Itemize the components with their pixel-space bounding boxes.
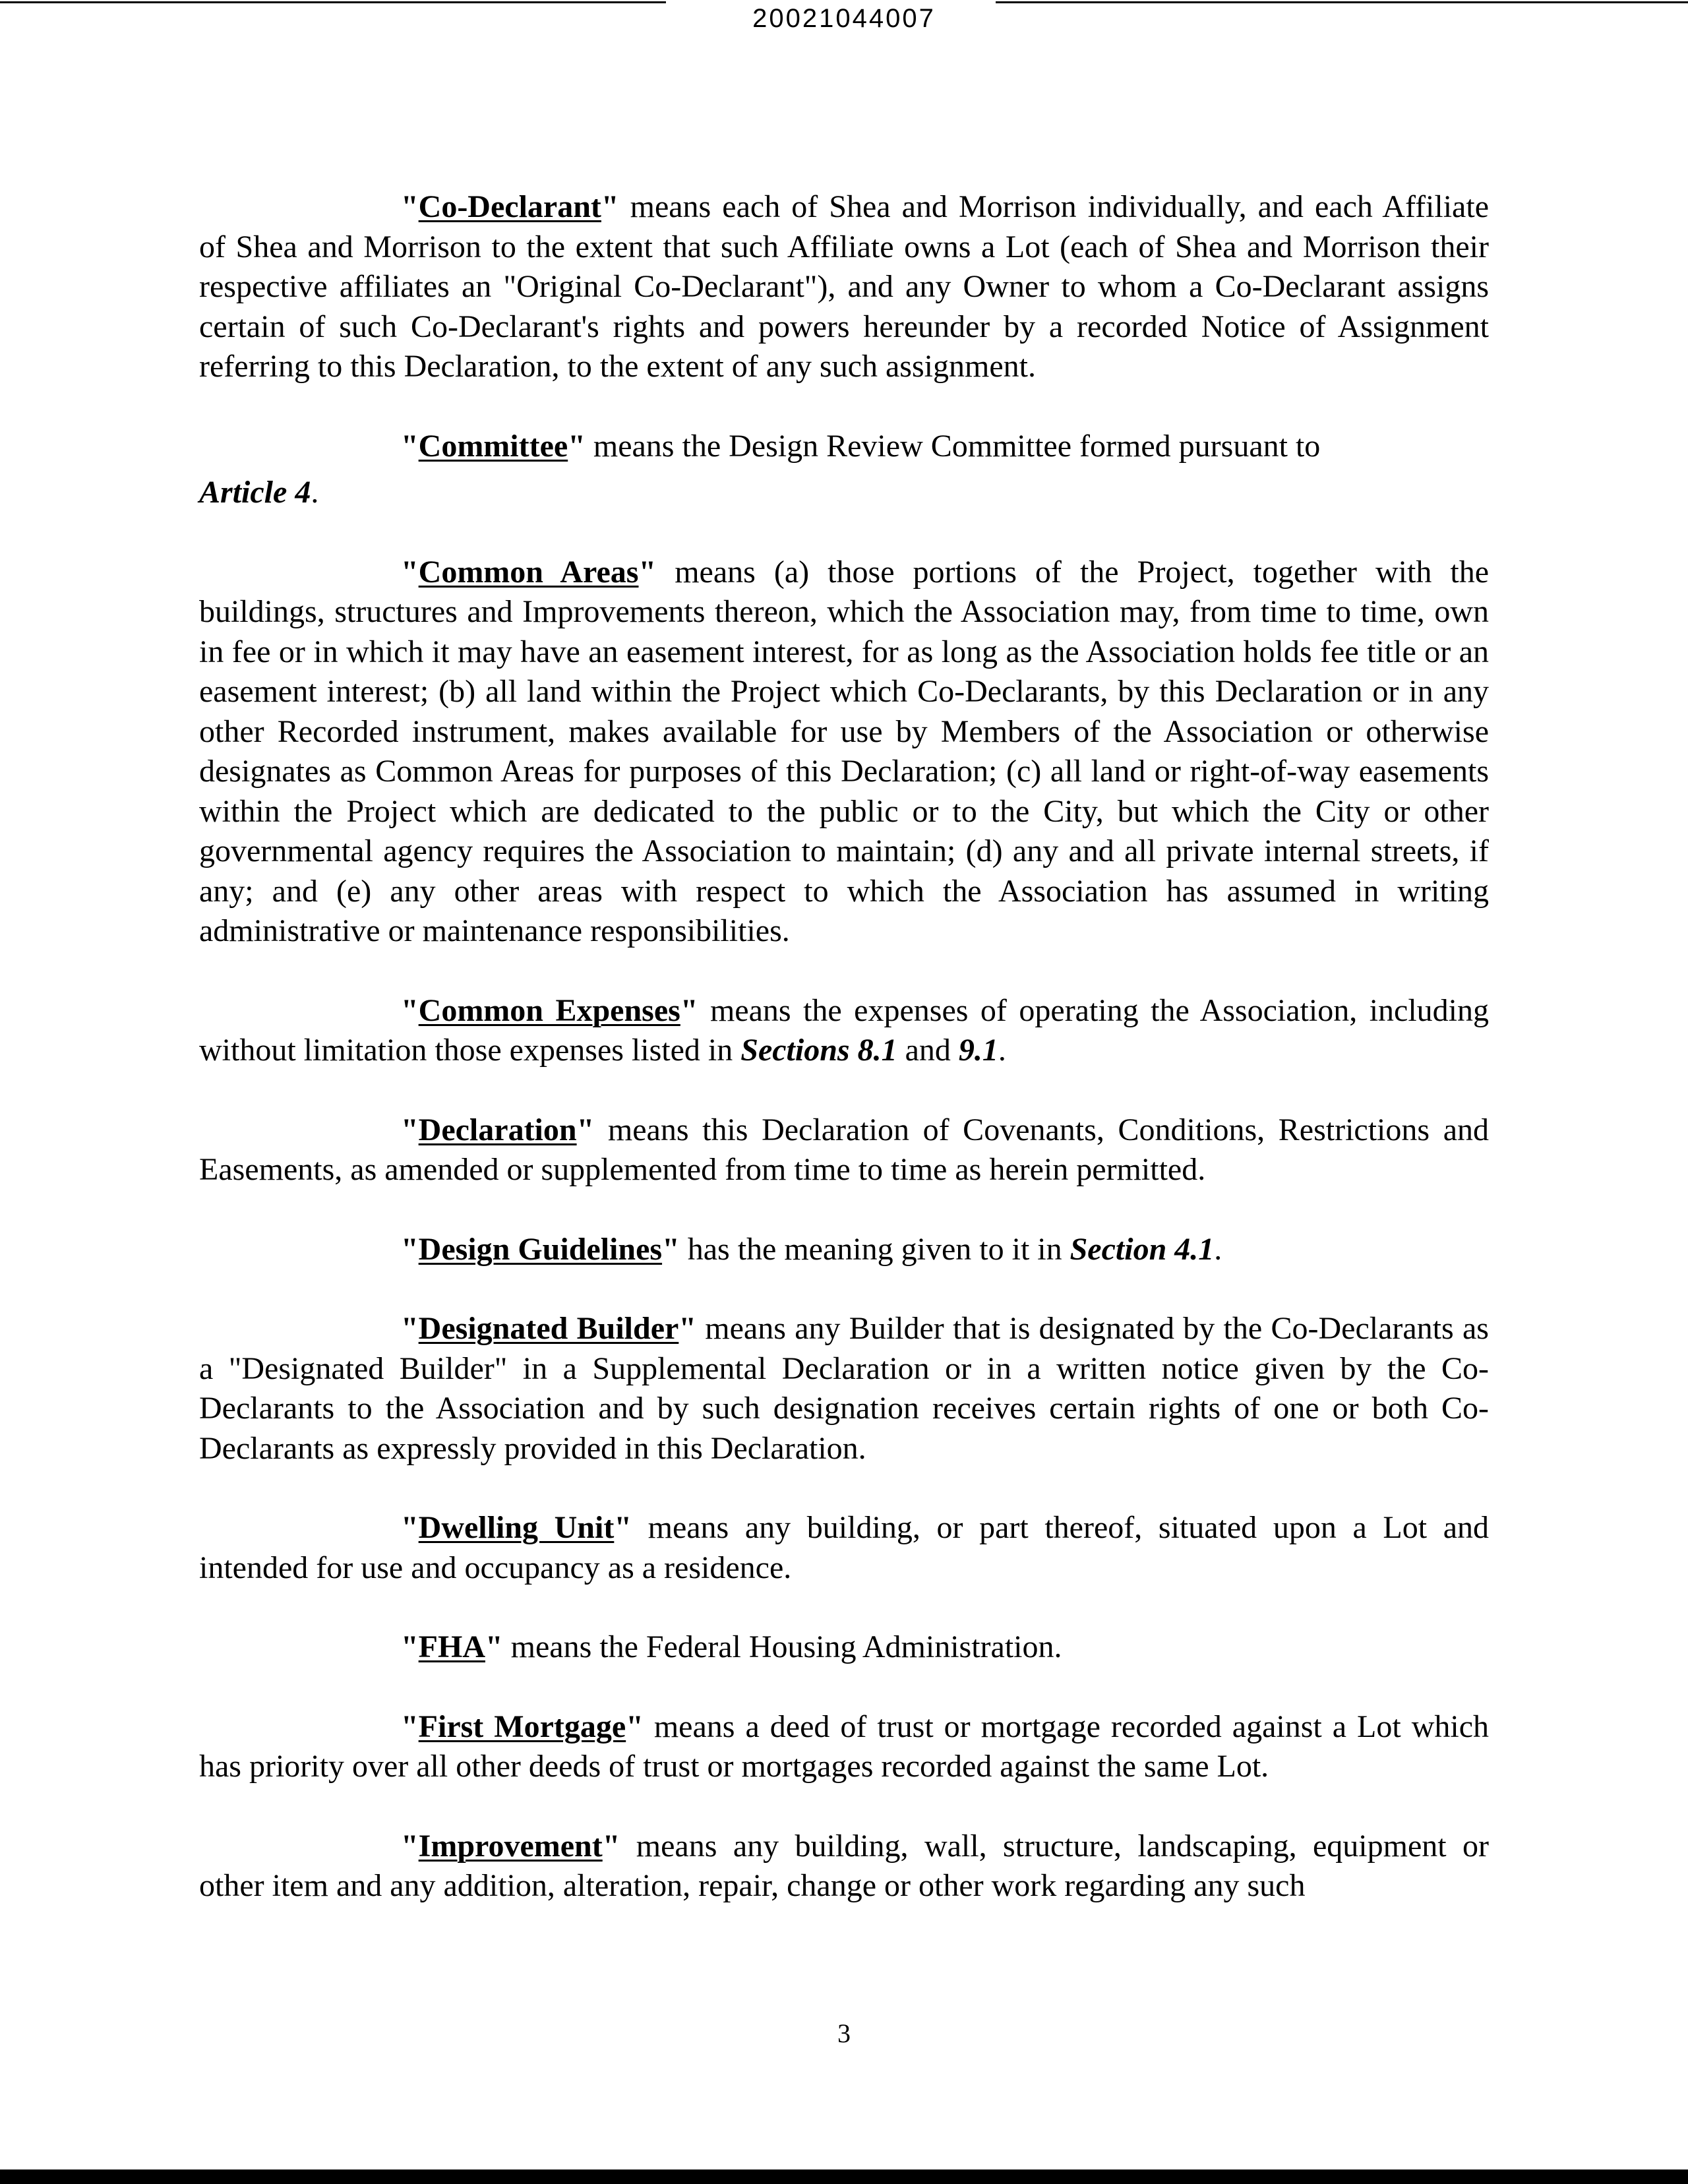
definition-text: means any building, or part thereof, situated upon a Lot and intended for use and occupancy as a residence. — [199, 1510, 1489, 1585]
definition-text: means the Design Review Committee formed pursuant to — [585, 428, 1321, 464]
definition-term: "Common Expenses" — [401, 992, 698, 1028]
definition-committee — [199, 427, 1489, 467]
definition-co-declarant — [199, 187, 1489, 387]
definition-dwelling-unit — [199, 1508, 1489, 1588]
definition-fha — [199, 1627, 1489, 1668]
definition-term: "Design Guidelines" — [401, 1231, 680, 1267]
definition-text: means the expenses of operating the Association, including without limitation those expenses listed in — [199, 992, 1490, 1068]
definition-text: means any building, wall, structure, landscaping, equipment or other item and any addition, alteration, repair, change or other work regarding any such — [199, 1828, 1489, 1903]
definition-text: means a deed of trust or mortgage recorded against a Lot which has priority over all other deeds of trust or mortgages recorded against the same Lot. — [199, 1709, 1490, 1784]
bottom-rule — [0, 2169, 1688, 2184]
definition-first-mortgage — [199, 1707, 1489, 1787]
definition-term: "Improvement" — [401, 1828, 620, 1864]
definition-text: has the meaning given to it in — [679, 1231, 1070, 1267]
page-content — [199, 187, 1489, 1946]
definition-declaration — [199, 1110, 1489, 1190]
section-reference: Section 4.1 — [1070, 1231, 1215, 1267]
definition-term: "Dwelling Unit" — [401, 1510, 632, 1545]
definition-text: means (a) those portions of the Project, together with the buildings, structures and Improvements thereon, which the Association may, from time to time, own in fee or in which it may have an easement interest, for as long as the Association holds fee title or an easement interest; (b) all land within the Project which Co-Declarants, by this Declaration or in any other Recorded instrument, makes available for use by Members of the Association or otherwise designates as Common Areas for purposes of this Declaration; (c) all land or right-of-way easements within the Project which are dedicated to the public or to the City, but which the City or other governmental agency requires the Association to maintain; (d) any and all private internal streets, if any; and (e) any other areas with respect to which the Association has assumed in writing administrative or maintenance responsibilities. — [199, 554, 1490, 948]
section-reference: 9.1 — [958, 1033, 998, 1068]
definition-term: "Declaration" — [401, 1112, 595, 1147]
definition-term: "First Mortgage" — [401, 1709, 644, 1744]
definition-common-expenses: "Common Expenses" means the expenses of operating the Association, including without limitation those expenses listed in Sections 8.1 and 9.1. — [199, 992, 1490, 1068]
page-number: 3 — [837, 2018, 851, 2048]
definition-text: means the Federal Housing Administration. — [502, 1629, 1062, 1664]
definition-term: "Common Areas" — [401, 554, 657, 590]
definition-improvement — [199, 1827, 1489, 1906]
definition-common-areas — [199, 553, 1489, 952]
definition-term: "Co-Declarant" — [401, 189, 619, 224]
definition-term: "FHA" — [401, 1629, 503, 1664]
article-reference: Article 4 — [199, 475, 311, 510]
definition-design-guidelines: "Design Guidelines" has the meaning given to it in Section 4.1. — [401, 1231, 1222, 1267]
definition-designated-builder — [199, 1309, 1489, 1469]
section-reference: Sections 8.1 — [740, 1033, 897, 1068]
definition-text: means this Declaration of Covenants, Conditions, Restrictions and Easements, as amended or supplemented from time to time as herein permitted. — [199, 1112, 1489, 1187]
definition-term: "Designated Builder" — [401, 1311, 696, 1346]
definition-text: means each of Shea and Morrison individually, and each Affiliate of Shea and Morrison to the extent that such Affiliate owns a Lot (each of Shea and Morrison their respective affiliates an "Original Co-Declarant"), and any Owner to whom a Co-Declarant assigns certain of such Co-Declarant's rights and powers hereunder by a recorded Notice of Assignment referring to this Declaration, to the extent of any such assignment. — [199, 189, 1489, 384]
document-number: 20021044007 — [752, 4, 936, 33]
definition-term: "Committee" — [401, 428, 586, 464]
definition-committee-continuation: Article 4. — [199, 475, 319, 510]
definition-text: means any Builder that is designated by the Co-Declarants as a "Designated Builder" in a Supplemental Declaration or in a written notice given by the Co-Declarants to the Association and by such designation receives certain rights of one or both Co-Declarants as expressly provided in this Declaration. — [199, 1311, 1489, 1466]
